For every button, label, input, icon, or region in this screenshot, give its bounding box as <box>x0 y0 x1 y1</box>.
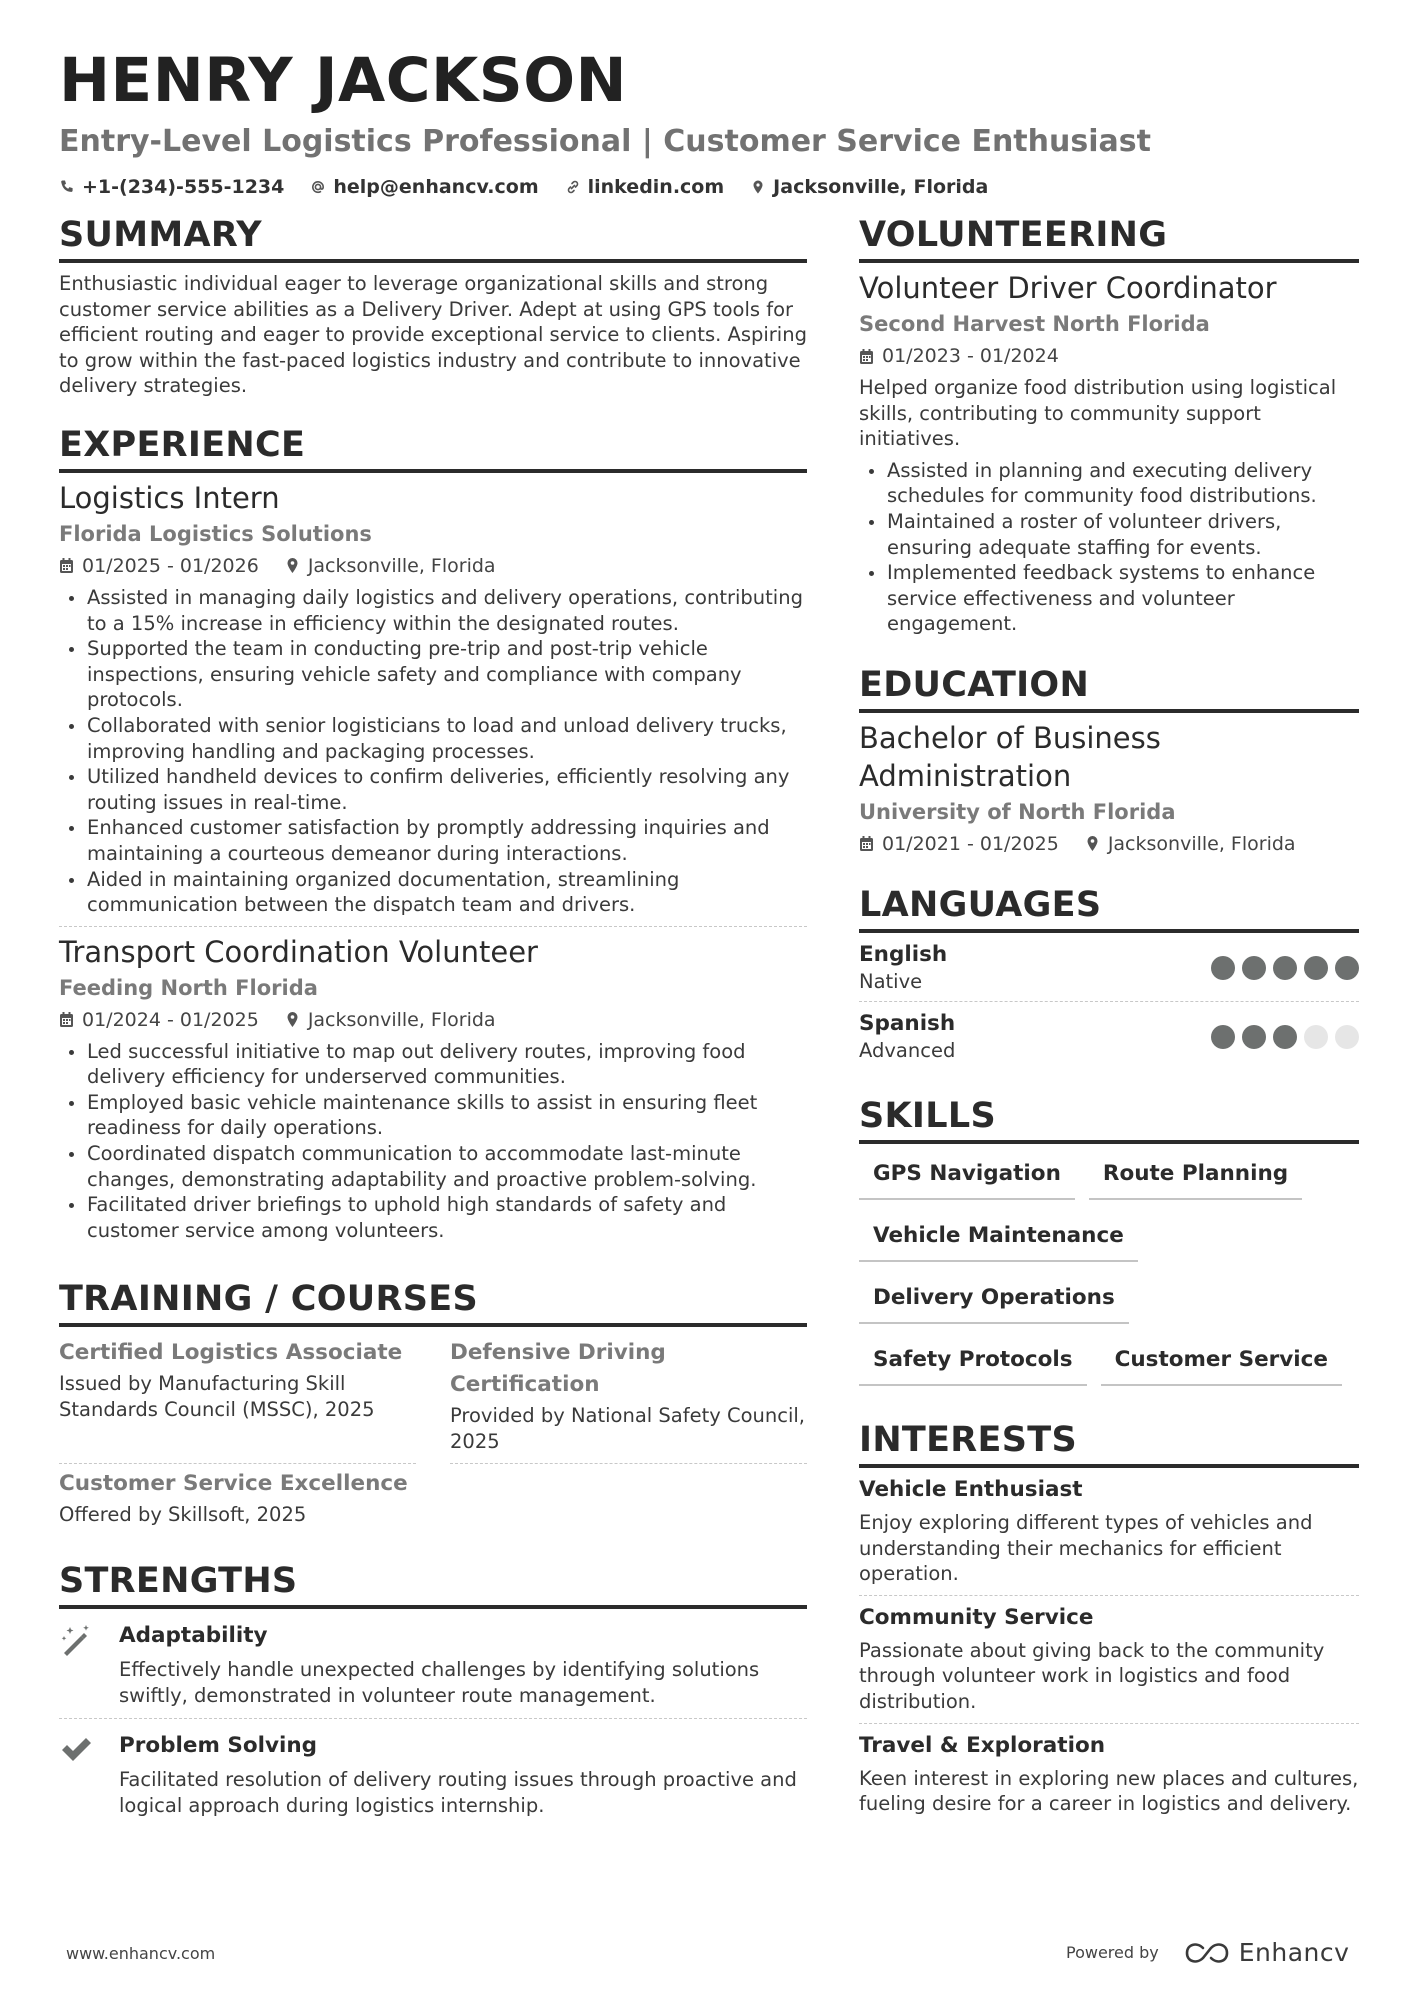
volunteer-summary: Helped organize food distribution using logistical skills, contributing to community support initiatives. <box>859 376 1337 451</box>
at-sign-icon <box>310 179 326 195</box>
contact-location <box>750 176 988 198</box>
bullet-item: Assisted in planning and executing delivery schedules for community food distributions. <box>859 458 1359 509</box>
volunteer-dates-text: 01/2023 - 01/2024 <box>882 345 1059 367</box>
company-name: Florida Logistics Solutions <box>59 521 372 546</box>
bullet-item: Led successful initiative to map out delivery routes, improving food delivery efficiency for underserved communities. <box>59 1039 807 1090</box>
language-level: Advanced <box>859 1038 956 1062</box>
course-title: Certified Logistics Associate <box>59 1340 403 1366</box>
link-icon <box>565 179 581 195</box>
course-item <box>59 1464 416 1536</box>
magic-wand-icon <box>59 1623 93 1657</box>
volunteer-meta <box>859 343 1359 369</box>
skill-tag: Customer Service <box>1101 1344 1342 1386</box>
interest-item <box>859 1468 1359 1596</box>
section-title: LANGUAGES <box>859 883 1359 933</box>
volunteer-dates <box>859 343 1059 369</box>
volunteer-bullets <box>859 458 1359 637</box>
contact-email-text: help@enhancv.com <box>333 176 539 198</box>
strength-body <box>119 1621 807 1708</box>
section-title: STRENGTHS <box>59 1559 807 1609</box>
education-meta <box>859 831 1359 857</box>
summary-section <box>59 213 807 399</box>
contact-bar <box>59 176 1359 198</box>
interest-item <box>859 1596 1359 1724</box>
strength-item <box>59 1719 807 1828</box>
job-bullets <box>59 1039 807 1244</box>
degree-title: Bachelor of Business Administration <box>859 720 1161 793</box>
strength-title: Adaptability <box>119 1623 268 1649</box>
experience-entry <box>59 479 807 918</box>
course-desc: Offered by Skillsoft, 2025 <box>59 1502 307 1526</box>
strength-icon-wrap <box>59 1621 97 1708</box>
course-desc: Provided by National Safety Council, 2025 <box>450 1404 806 1454</box>
section-title: INTERESTS <box>859 1418 1359 1468</box>
interest-item <box>859 1724 1359 1825</box>
rating-dot-filled <box>1273 956 1297 980</box>
bullet-item: Assisted in managing daily logistics and delivery operations, contributing to a 15% increase in efficiency within the designated routes. <box>59 585 807 636</box>
course-title: Defensive Driving Certification <box>450 1340 666 1398</box>
contact-linkedin-text: linkedin.com <box>587 176 725 198</box>
experience-entry <box>59 933 807 1244</box>
job-meta <box>59 1007 807 1033</box>
job-dates-text: 01/2025 - 01/2026 <box>82 554 259 577</box>
job-meta <box>59 553 807 579</box>
calendar-icon <box>59 557 74 574</box>
interest-title: Travel & Exploration <box>859 1732 1106 1758</box>
contact-location-text: Jacksonville, Florida <box>773 176 989 198</box>
interest-title: Community Service <box>859 1604 1094 1630</box>
footer-website[interactable]: www.enhancv.com <box>66 1944 216 1963</box>
section-title: EDUCATION <box>859 663 1359 713</box>
volunteer-org: Second Harvest North Florida <box>859 312 1210 336</box>
education-location <box>1085 831 1296 857</box>
footer-branding <box>1066 1938 1349 1967</box>
location-pin-icon <box>285 557 300 574</box>
volunteering-section <box>859 213 1359 637</box>
strength-title: Problem Solving <box>119 1733 318 1759</box>
strength-body <box>119 1731 807 1818</box>
course-desc: Issued by Manufacturing Skill Standards Council (MSSC), 2025 <box>59 1372 375 1422</box>
rating-dot-filled <box>1211 1025 1235 1049</box>
section-title: TRAINING / COURSES <box>59 1277 807 1327</box>
bullet-item: Supported the team in conducting pre-trip and post-trip vehicle inspections, ensuring vehicle safety and compliance with company protocols. <box>59 636 807 713</box>
job-dates <box>59 1007 259 1033</box>
interest-title: Vehicle Enthusiast <box>859 1476 1083 1502</box>
languages-section <box>859 883 1359 1070</box>
bullet-item: Aided in maintaining organized documentation, streamlining communication between the dispatch team and drivers. <box>59 867 807 918</box>
strength-icon-wrap <box>59 1731 97 1818</box>
brand-logo[interactable] <box>1183 1938 1350 1967</box>
interest-desc: Enjoy exploring different types of vehicles and understanding their mechanics for efficient operation. <box>859 1510 1313 1586</box>
enhancv-logo-icon <box>1183 1940 1231 1966</box>
job-location <box>285 1007 496 1033</box>
training-section <box>59 1277 807 1535</box>
interests-section <box>859 1418 1359 1825</box>
language-info <box>859 941 947 995</box>
job-title: Transport Coordination Volunteer <box>59 934 538 969</box>
entry-divider <box>59 926 807 927</box>
strength-desc: Facilitated resolution of delivery routing issues through proactive and logical approach during logistics internship. <box>119 1768 797 1817</box>
phone-icon <box>59 179 75 195</box>
rating-dot-filled <box>1211 956 1235 980</box>
contact-phone-text: +1-(234)-555-1234 <box>82 176 285 198</box>
skill-tag: Delivery Operations <box>859 1282 1129 1324</box>
contact-linkedin[interactable] <box>565 176 725 198</box>
bullet-item: Implemented feedback systems to enhance service effectiveness and volunteer engagement. <box>859 560 1359 637</box>
bullet-item: Employed basic vehicle maintenance skills to assist in ensuring fleet readiness for daily operations. <box>59 1090 807 1141</box>
bullet-item: Maintained a roster of volunteer drivers, ensuring adequate staffing for events. <box>859 509 1359 560</box>
course-item <box>59 1333 416 1463</box>
left-column <box>59 213 807 1853</box>
rating-dot-empty <box>1335 1025 1359 1049</box>
job-dates-text: 01/2024 - 01/2025 <box>82 1008 259 1031</box>
calendar-icon <box>859 835 874 852</box>
rating-dot-filled <box>1242 1025 1266 1049</box>
section-title: SUMMARY <box>59 213 807 263</box>
rating-dot-filled <box>1304 956 1328 980</box>
course-title: Customer Service Excellence <box>59 1470 408 1496</box>
course-grid <box>59 1333 807 1535</box>
school-name: University of North Florida <box>859 799 1176 824</box>
bullet-item: Utilized handheld devices to confirm deliveries, efficiently resolving any routing issues in real-time. <box>59 764 807 815</box>
experience-section <box>59 423 807 1243</box>
calendar-icon <box>59 1011 74 1028</box>
brand-name: Enhancv <box>1238 1938 1350 1967</box>
skill-tag: GPS Navigation <box>859 1158 1075 1200</box>
location-pin-icon <box>1085 835 1100 852</box>
job-location <box>285 553 496 579</box>
skill-tag: Vehicle Maintenance <box>859 1220 1138 1262</box>
section-title: SKILLS <box>859 1094 1359 1144</box>
summary-text: Enthusiastic individual eager to leverage organizational skills and strong customer service abilities as a Delivery Driver. Adept at using GPS tools for efficient routing and eager to provide exceptional service to clients. Aspiring to grow within the fast-paced logistics industry and contribute to innovative delivery strategies. <box>59 272 807 398</box>
language-name: English <box>859 941 948 967</box>
rating-dot-empty <box>1304 1025 1328 1049</box>
bullet-item: Collaborated with senior logisticians to load and unload delivery trucks, improving handling and packaging processes. <box>59 713 807 764</box>
strengths-section <box>59 1559 807 1828</box>
language-item <box>859 933 1359 1002</box>
skill-tags <box>859 1158 1359 1386</box>
section-title: EXPERIENCE <box>59 423 807 473</box>
volunteer-role: Volunteer Driver Coordinator <box>859 271 1277 305</box>
education-dates <box>859 831 1059 857</box>
language-name: Spanish <box>859 1010 956 1036</box>
job-location-text: Jacksonville, Florida <box>307 1008 496 1031</box>
rating-dot-filled <box>1273 1025 1297 1049</box>
education-dates-text: 01/2021 - 01/2025 <box>882 832 1059 855</box>
job-title: Logistics Intern <box>59 480 280 515</box>
contact-email[interactable] <box>310 176 538 198</box>
language-level: Native <box>859 969 923 993</box>
company-name: Feeding North Florida <box>59 975 318 1000</box>
skills-section <box>859 1094 1359 1386</box>
contact-phone[interactable] <box>59 176 284 198</box>
job-location-text: Jacksonville, Florida <box>307 554 496 577</box>
location-pin-icon <box>285 1011 300 1028</box>
course-item <box>450 1333 807 1463</box>
job-bullets <box>59 585 807 918</box>
skill-tag: Route Planning <box>1089 1158 1302 1200</box>
strength-item <box>59 1609 807 1719</box>
education-section <box>859 663 1359 857</box>
language-rating <box>1211 956 1359 980</box>
language-rating <box>1211 1025 1359 1049</box>
language-item <box>859 1002 1359 1070</box>
calendar-icon <box>859 348 874 365</box>
skill-tag: Safety Protocols <box>859 1344 1087 1386</box>
location-pin-icon <box>750 179 766 195</box>
bullet-item: Facilitated driver briefings to uphold high standards of safety and customer service among volunteers. <box>59 1192 807 1243</box>
education-location-text: Jacksonville, Florida <box>1107 832 1296 855</box>
section-title: VOLUNTEERING <box>859 213 1359 263</box>
bullet-item: Coordinated dispatch communication to accommodate last-minute changes, demonstrating adaptability and proactive problem-solving. <box>59 1141 807 1192</box>
rating-dot-filled <box>1242 956 1266 980</box>
strength-desc: Effectively handle unexpected challenges by identifying solutions swiftly, demonstrated in volunteer route management. <box>119 1658 760 1707</box>
candidate-name: HENRY JACKSON <box>59 45 628 116</box>
rating-dot-filled <box>1335 956 1359 980</box>
interest-desc: Keen interest in exploring new places and cultures, fueling desire for a career in logistics and delivery. <box>859 1766 1359 1816</box>
interest-desc: Passionate about giving back to the community through volunteer work in logistics and food distribution. <box>859 1638 1325 1713</box>
job-dates <box>59 553 259 579</box>
language-info <box>859 1010 955 1064</box>
candidate-headline: Entry-Level Logistics Professional | Customer Service Enthusiast <box>59 124 1151 159</box>
resume-header <box>59 42 1359 198</box>
checkmark-icon <box>59 1733 93 1767</box>
powered-by-label: Powered by <box>1066 1943 1159 1962</box>
right-column <box>859 213 1359 1849</box>
bullet-item: Enhanced customer satisfaction by promptly addressing inquiries and maintaining a courteous demeanor during interactions. <box>59 815 807 866</box>
